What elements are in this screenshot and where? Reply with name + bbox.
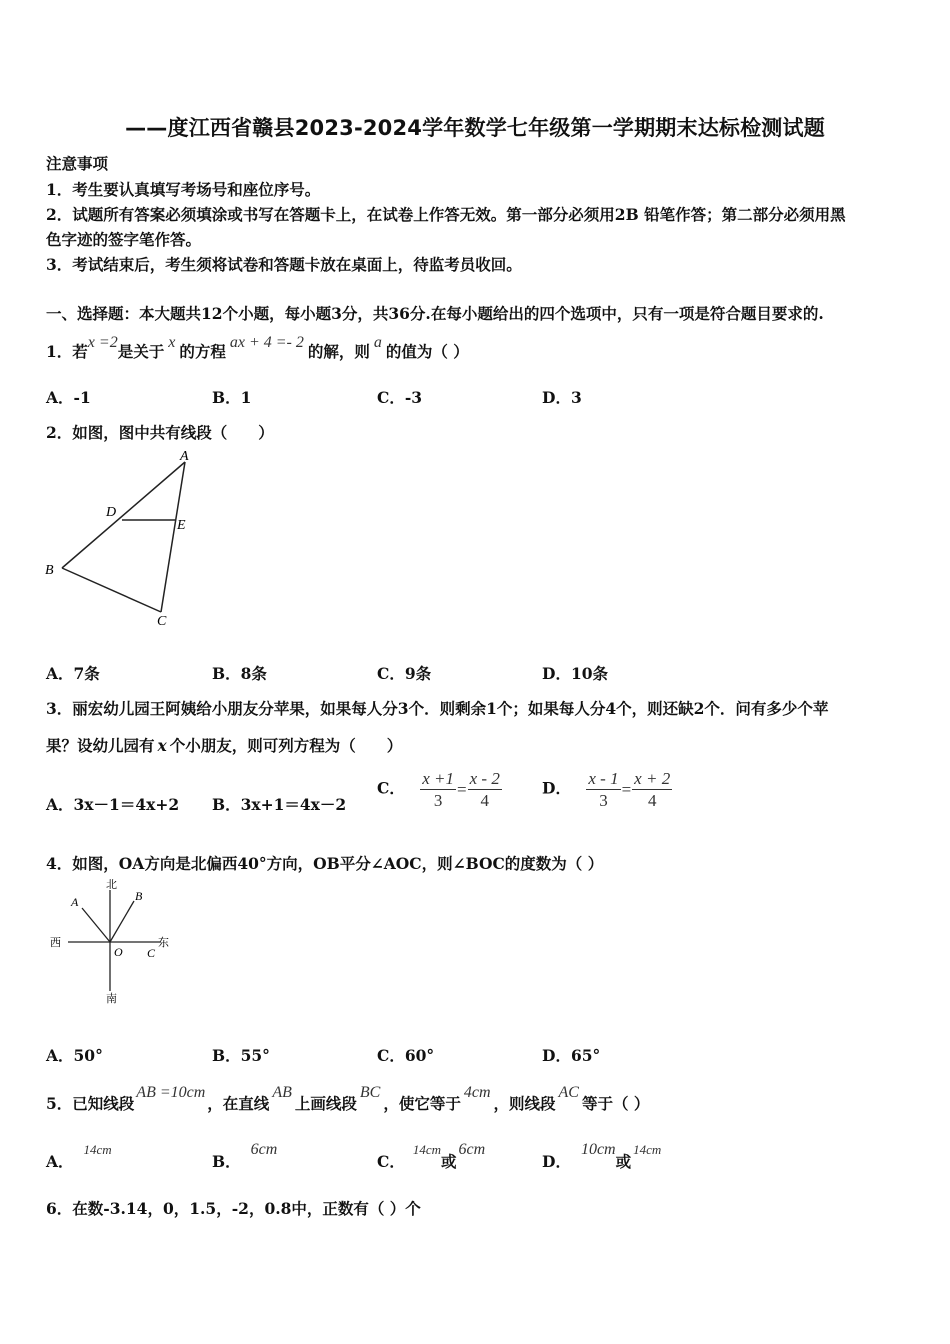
q5-option-b-value: 6cm: [250, 1141, 278, 1158]
q1-math-a: a: [373, 334, 382, 351]
q3-var: x: [157, 736, 167, 755]
page-title: ——度江西省赣县2023-2024学年数学七年级第一学期期末达标检测试题: [125, 116, 825, 140]
label-b: B: [135, 889, 143, 903]
question-6: 6．在数-3.14，0，1.5，-2，0.8中，正数有（ ）个: [46, 1199, 421, 1218]
numerator: x - 1: [588, 769, 619, 788]
q5-option-c-label: C．: [377, 1152, 405, 1171]
q5-option-a-value: 14cm: [83, 1142, 112, 1157]
q1-math-x: x =2: [87, 334, 118, 351]
fraction: [632, 768, 672, 811]
q3-option-a[interactable]: A．3x－1＝4x+2: [46, 795, 180, 814]
q1-option-c[interactable]: C．-3: [377, 388, 423, 407]
numerator: x +1: [422, 769, 455, 788]
denominator: 3: [599, 791, 608, 810]
q4-option-c[interactable]: C．60°: [377, 1046, 435, 1065]
q5-option-d-or: 或: [615, 1152, 632, 1171]
q1-option-d[interactable]: D．3: [542, 388, 582, 407]
label-c: C: [157, 614, 167, 629]
q5-text: ，使它等于: [383, 1094, 461, 1113]
question-4: 4．如图，OA方向是北偏西40°方向，OB平分∠AOC，则∠BOC的度数为（ ）: [46, 854, 604, 873]
q5-option-c-value1: 14cm: [412, 1142, 442, 1157]
q5-option-d[interactable]: [542, 1141, 662, 1172]
numerator: x + 2: [634, 769, 671, 788]
notes-heading: 注意事项: [46, 154, 109, 173]
q5-text: ，则线段: [493, 1094, 556, 1113]
fraction: [468, 768, 502, 811]
q5-option-b[interactable]: [212, 1141, 278, 1172]
q4-option-b[interactable]: B．55°: [212, 1046, 270, 1065]
section-heading: 一、选择题：本大题共12个小题，每小题3分，共36分.在每小题给出的四个选项中，只有一项是符合题目要求的.: [46, 304, 824, 323]
fraction: [586, 768, 620, 811]
q1-text: 是关于: [117, 342, 165, 361]
q1-text: 的解，则: [307, 342, 370, 361]
q5-option-c[interactable]: [377, 1141, 486, 1172]
fraction: [420, 768, 456, 811]
q5-option-a-label: A．: [46, 1152, 74, 1171]
segment-ab: [62, 462, 185, 568]
q2-option-c[interactable]: C．9条: [377, 664, 432, 683]
q4-option-a[interactable]: A．50°: [46, 1046, 103, 1065]
q5-option-c-value2: 6cm: [458, 1141, 486, 1158]
denominator: 3: [433, 791, 443, 810]
q2-option-d[interactable]: D．10条: [542, 664, 609, 683]
q5-option-d-value1: 10cm: [580, 1141, 616, 1158]
label-a: A: [71, 895, 79, 909]
ray-oa: [82, 908, 110, 942]
question-1: [46, 334, 469, 362]
q3-text: 个小朋友，则可列方程为（ ）: [169, 736, 403, 755]
q4-option-d[interactable]: D．65°: [542, 1046, 601, 1065]
q5-option-d-value2: 14cm: [633, 1142, 662, 1157]
q5-option-a[interactable]: [46, 1142, 112, 1172]
q5-text: 5．已知线段: [46, 1094, 135, 1113]
q5-math: AB =10cm: [136, 1084, 206, 1101]
triangle-figure: [40, 445, 200, 630]
q1-math-equation: ax + 4 =- 2: [229, 334, 304, 351]
label-east: 东: [158, 937, 169, 949]
q5-text: ，在直线: [207, 1094, 270, 1113]
denominator: 4: [480, 791, 489, 810]
q5-text: 上画线段: [294, 1094, 357, 1113]
numerator: x - 2: [469, 769, 500, 788]
label-a: A: [180, 449, 189, 464]
note-item: 2．试题所有答案必须填涂或书写在答题卡上，在试卷上作答无效。第一部分必须用2B 铅笔作答；第二部分必须用黑: [46, 205, 846, 224]
question-3-line1: 3．丽宏幼儿园王阿姨给小朋友分苹果，如果每人分3个．则剩余1个；如果每人分4个，则还缺2个．问有多少个苹: [46, 699, 829, 718]
q5-math: BC: [359, 1084, 381, 1101]
q1-option-b[interactable]: B．1: [212, 388, 252, 407]
label-b: B: [45, 563, 54, 578]
label-north: 北: [106, 879, 117, 891]
q1-option-a[interactable]: A．-1: [46, 388, 91, 407]
question-2: 2．如图，图中共有线段（ ）: [46, 423, 274, 442]
compass-figure: [44, 876, 184, 1011]
q1-math-var: x: [168, 334, 176, 351]
q2-option-b[interactable]: B．8条: [212, 664, 267, 683]
q3-option-c-label: C．: [377, 778, 405, 798]
label-west: 西: [50, 937, 61, 949]
denominator: 4: [647, 791, 657, 810]
q1-text: 的方程: [179, 342, 226, 361]
question-3-line2: [46, 734, 402, 756]
q3-text: 果？设幼儿园有: [46, 736, 155, 755]
label-e: E: [177, 518, 186, 533]
note-item: 1．考生要认真填写考场号和座位序号。: [46, 180, 321, 199]
note-item: 色字迹的签字笔作答。: [46, 230, 202, 249]
q5-math: AB: [272, 1084, 292, 1101]
note-item: 3．考试结束后，考生须将试卷和答题卡放在桌面上，待监考员收回。: [46, 255, 522, 274]
label-c: C: [147, 946, 156, 960]
equals: =: [621, 779, 632, 799]
label-o: O: [114, 945, 123, 959]
q1-text: 的值为（ ）: [385, 342, 469, 361]
label-south: 南: [106, 993, 117, 1005]
q3-option-c[interactable]: [377, 768, 502, 811]
q5-option-d-label: D．: [542, 1152, 571, 1171]
label-d: D: [106, 505, 117, 520]
equals: =: [457, 779, 467, 799]
q5-math: AC: [558, 1084, 579, 1101]
segment-ac: [161, 462, 185, 612]
q5-math: 4cm: [463, 1084, 491, 1101]
segment-bc: [62, 568, 161, 612]
ray-ob: [110, 901, 134, 942]
q3-option-b[interactable]: B．3x+1＝4x－2: [212, 795, 347, 814]
q3-option-d-label: D．: [542, 778, 571, 798]
q3-option-d[interactable]: [542, 768, 672, 811]
question-5: [46, 1084, 650, 1114]
q2-option-a[interactable]: A．7条: [46, 664, 100, 683]
q1-text: 1．若: [46, 342, 88, 361]
q5-option-c-or: 或: [441, 1152, 457, 1171]
q5-option-b-label: B．: [212, 1152, 241, 1171]
q5-text: 等于（ ）: [581, 1094, 650, 1113]
